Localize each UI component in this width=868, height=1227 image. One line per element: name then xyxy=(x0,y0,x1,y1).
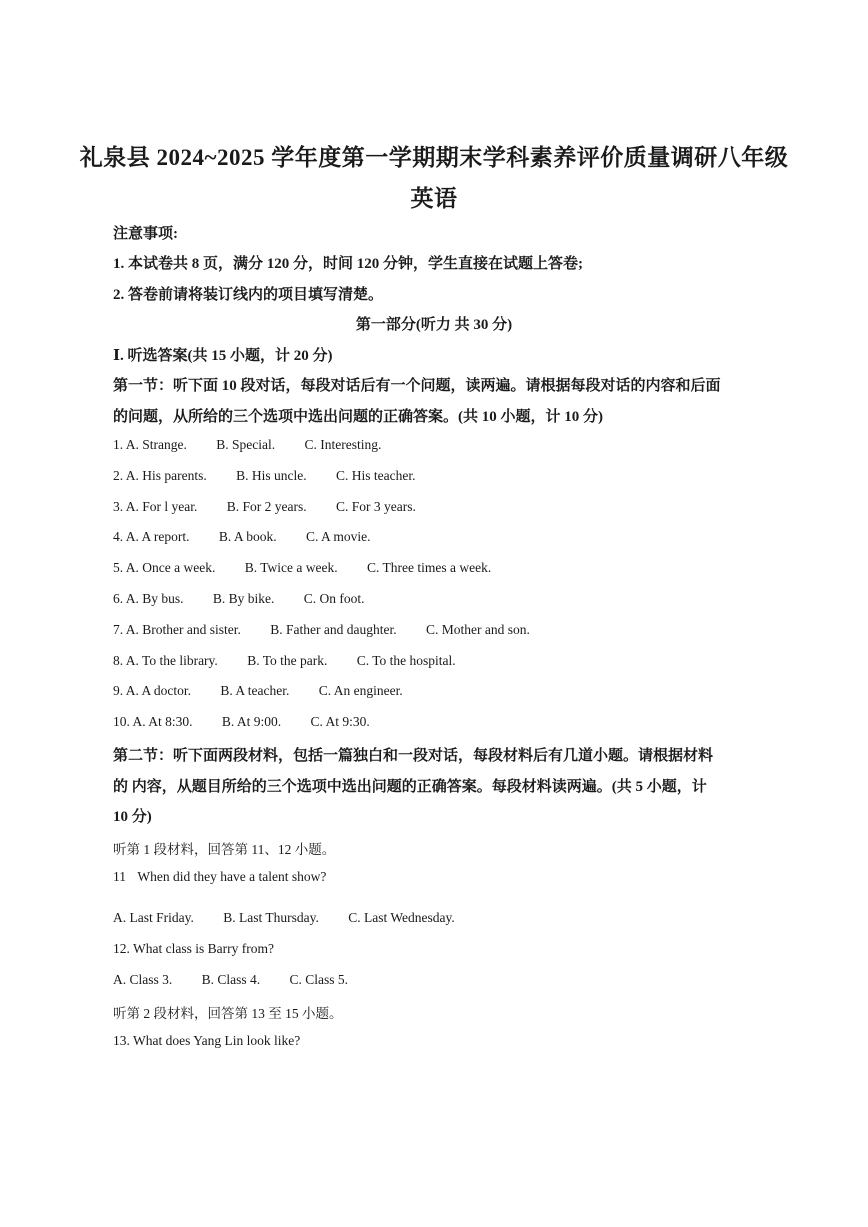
question-2 xyxy=(113,468,416,484)
option-b: B. At 9:00. xyxy=(221,714,282,729)
question-number: 1. xyxy=(113,437,124,452)
question-number: 6. xyxy=(113,591,124,606)
option-b: B. A book. xyxy=(218,529,277,544)
question-6 xyxy=(113,591,365,607)
question-4 xyxy=(113,529,371,545)
option-c: C. At 9:30. xyxy=(310,714,370,729)
question-number: 2. xyxy=(113,468,124,483)
question-7 xyxy=(113,622,530,638)
option-b: B. Special. xyxy=(216,437,276,452)
question-number: 9. xyxy=(113,683,124,698)
question-1 xyxy=(113,437,381,453)
question-number: 7. xyxy=(113,622,124,637)
option-a: A. By bus. xyxy=(125,591,184,606)
option-b: B. His uncle. xyxy=(236,468,307,483)
question-text: When did they have a talent show? xyxy=(137,869,327,884)
question-number: 8. xyxy=(113,653,124,668)
option-a: A. A doctor. xyxy=(125,683,192,698)
material1-intro: 听第 1 段材料，回答第 11、12 小题。 xyxy=(113,842,336,857)
question-13: 13. What does Yang Lin look like? xyxy=(113,1033,301,1048)
option-a: A. A report. xyxy=(125,529,190,544)
part1-title: 第一部分(听力 共 30 分) xyxy=(355,317,513,333)
option-a: A. Class 3. xyxy=(113,972,173,987)
option-a: A. Once a week. xyxy=(125,560,216,575)
sub1-instruction-line2: 的问题，从所给的三个选项中选出问题的正确答案。(共 10 小题，计 10 分) xyxy=(113,409,603,425)
notice-heading: 注意事项: xyxy=(113,226,178,242)
option-b: B. Twice a week. xyxy=(244,560,338,575)
question-11 xyxy=(113,869,326,885)
option-c: C. Interesting. xyxy=(304,437,382,452)
option-b: B. Class 4. xyxy=(201,972,261,987)
option-c: C. A movie. xyxy=(306,529,371,544)
option-a: A. His parents. xyxy=(125,468,207,483)
question-3 xyxy=(113,499,416,515)
option-a: A. To the library. xyxy=(125,653,218,668)
option-a: A. Last Friday. xyxy=(113,910,194,925)
option-b: B. Last Thursday. xyxy=(223,910,319,925)
option-b: B. By bike. xyxy=(212,591,275,606)
option-c: C. To the hospital. xyxy=(356,653,456,668)
question-12-options xyxy=(113,972,348,988)
option-c: C. An engineer. xyxy=(318,683,403,698)
notice-item-1: 1. 本试卷共 8 页，满分 120 分，时间 120 分钟，学生直接在试题上答卷; xyxy=(113,256,583,272)
notice-item-2: 2. 答卷前请将装订线内的项目填写清楚。 xyxy=(113,287,384,303)
option-c: C. Three times a week. xyxy=(367,560,492,575)
option-c: C. Mother and son. xyxy=(425,622,530,637)
option-b: B. To the park. xyxy=(247,653,328,668)
question-text: What class is Barry from? xyxy=(133,941,274,956)
question-10 xyxy=(113,714,370,730)
option-c: C. For 3 years. xyxy=(336,499,416,514)
option-c: C. Last Wednesday. xyxy=(348,910,455,925)
material2-intro: 听第 2 段材料，回答第 13 至 15 小题。 xyxy=(113,1006,343,1021)
option-c: C. On foot. xyxy=(303,591,365,606)
option-a: A. At 8:30. xyxy=(132,714,193,729)
question-number: 12. xyxy=(113,941,130,956)
question-11-options xyxy=(113,910,455,926)
option-b: B. For 2 years. xyxy=(226,499,307,514)
exam-title: 礼泉县 2024~2025 学年度第一学期期末学科素养评价质量调研八年级 xyxy=(79,145,789,170)
question-number: 4. xyxy=(113,529,124,544)
option-a: A. For l year. xyxy=(125,499,198,514)
option-b: B. Father and daughter. xyxy=(270,622,397,637)
question-number: 5. xyxy=(113,560,124,575)
question-8 xyxy=(113,653,456,669)
question-number: 10. xyxy=(113,714,130,729)
subject-title: 英语 xyxy=(410,186,458,211)
option-b: B. A teacher. xyxy=(220,683,290,698)
question-number: 3. xyxy=(113,499,124,514)
sub2-instruction-line2: 的 内容，从题目所给的三个选项中选出问题的正确答案。每段材料读两遍。(共 5 小题，计 xyxy=(113,779,707,795)
section1-title: Ⅰ. 听选答案(共 15 小题，计 20 分) xyxy=(113,348,333,364)
option-c: C. His teacher. xyxy=(336,468,416,483)
sub2-instruction-line1: 第二节：听下面两段材料，包括一篇独白和一段对话，每段材料后有几道小题。请根据材料 xyxy=(113,748,714,764)
question-5 xyxy=(113,560,491,576)
option-c: C. Class 5. xyxy=(289,972,349,987)
sub1-instruction-line1: 第一节：听下面 10 段对话，每段对话后有一个问题，读两遍。请根据每段对话的内容和后面 xyxy=(113,378,721,394)
question-number: 11 xyxy=(113,869,126,884)
option-a: A. Brother and sister. xyxy=(125,622,241,637)
option-a: A. Strange. xyxy=(125,437,187,452)
question-9 xyxy=(113,683,403,699)
sub2-instruction-line3: 10 分) xyxy=(113,809,152,825)
question-12 xyxy=(113,941,274,957)
